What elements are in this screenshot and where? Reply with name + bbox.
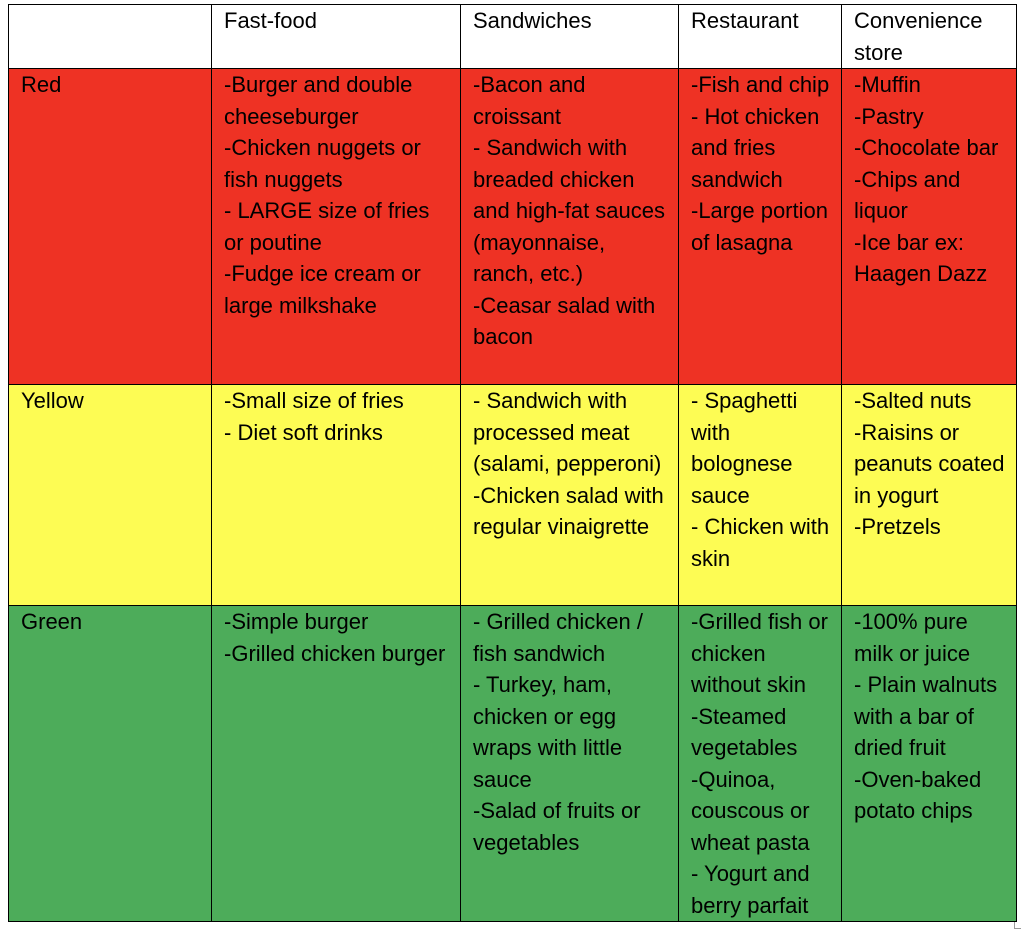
cell-convenience-store xyxy=(842,385,1017,606)
food-item: - Yogurt and berry parfait xyxy=(691,861,816,918)
row-label-cell xyxy=(9,606,212,922)
table-row-yellow xyxy=(9,385,1017,606)
cell-convenience-store xyxy=(842,69,1017,385)
row-label-cell xyxy=(9,69,212,385)
food-item: -Chicken salad with regular vinaigrette xyxy=(473,482,670,539)
food-item: -Chicken nuggets or fish nuggets xyxy=(224,135,428,192)
header-cell-convenience-store: Convenience store xyxy=(842,5,1017,69)
food-item: -Small size of fries xyxy=(224,388,404,413)
cell-sandwiches xyxy=(461,606,679,922)
cell-fast-food xyxy=(212,606,461,922)
cell-sandwiches xyxy=(461,385,679,606)
food-item: -Salad of fruits or vegetables xyxy=(473,798,647,855)
food-item: -Oven-baked potato chips xyxy=(854,766,988,823)
cell-sandwiches xyxy=(461,69,679,385)
food-item: -Burger and double cheeseburger xyxy=(224,72,419,129)
food-item: -100% pure milk or juice xyxy=(854,609,974,666)
header-cell-restaurant: Restaurant xyxy=(679,5,842,69)
food-item: -Pastry xyxy=(854,103,924,129)
corner-mark xyxy=(1014,922,1021,929)
row-label: Yellow xyxy=(21,388,84,413)
food-item: - Spaghetti with bolognese sauce xyxy=(691,388,804,508)
cell-convenience-store xyxy=(842,606,1017,922)
row-label-cell xyxy=(9,385,212,606)
cell-restaurant xyxy=(679,606,842,922)
cell-restaurant xyxy=(679,69,842,385)
food-item: - Sandwich with breaded chicken and high-fat sauces (mayonnaise, ranch, etc.) xyxy=(473,135,672,286)
food-item: -Simple burger xyxy=(224,609,369,634)
food-item: -Quinoa, couscous or wheat pasta xyxy=(691,766,816,855)
row-label: Green xyxy=(21,609,83,634)
food-item: - Sandwich with processed meat (salami, pepperoni) xyxy=(473,388,662,476)
food-item: -Chips and liquor xyxy=(854,166,967,223)
food-item: - LARGE size of fries or poutine xyxy=(224,198,436,255)
food-item: -Muffin xyxy=(854,72,921,97)
food-item: - Plain walnuts with a bar of dried fruit xyxy=(854,672,1004,760)
header-row xyxy=(9,5,1017,69)
header-cell-sandwiches: Sandwiches xyxy=(461,5,679,69)
food-item: -Salted nuts xyxy=(854,388,972,413)
row-label: Red xyxy=(21,72,62,97)
food-item: -Grilled chicken burger xyxy=(224,640,446,666)
food-item: -Pretzels xyxy=(854,514,941,539)
table-row-green xyxy=(9,606,1017,922)
food-item: -Large portion of lasagna xyxy=(691,198,835,255)
food-item: - Grilled chicken / fish sandwich xyxy=(473,609,650,666)
food-item: - Turkey, ham, chicken or egg wraps with little sauce xyxy=(473,672,629,792)
food-item: - Chicken with skin xyxy=(691,514,836,571)
food-item: -Bacon and croissant xyxy=(473,72,592,129)
cell-fast-food xyxy=(212,69,461,385)
food-item: -Fish and chip xyxy=(691,72,830,97)
food-item: -Chocolate bar xyxy=(854,135,999,160)
header-cell-fast-food: Fast-food xyxy=(212,5,461,69)
food-item: -Raisins or peanuts coated in yogurt xyxy=(854,419,1011,508)
food-category-table xyxy=(8,4,1017,922)
header-cell-corner xyxy=(9,5,212,69)
food-item: -Fudge ice cream or large milkshake xyxy=(224,261,427,318)
food-item: - Hot chicken and fries sandwich xyxy=(691,103,826,192)
food-item: -Ice bar ex: Haagen Dazz xyxy=(854,229,988,286)
table-row-red xyxy=(9,69,1017,385)
food-item: - Diet soft drinks xyxy=(224,419,383,445)
food-item: -Ceasar salad with bacon xyxy=(473,292,662,349)
food-item: -Grilled fish or chicken without skin xyxy=(691,609,835,697)
cell-fast-food xyxy=(212,385,461,606)
food-item: -Steamed vegetables xyxy=(691,703,798,760)
cell-restaurant xyxy=(679,385,842,606)
